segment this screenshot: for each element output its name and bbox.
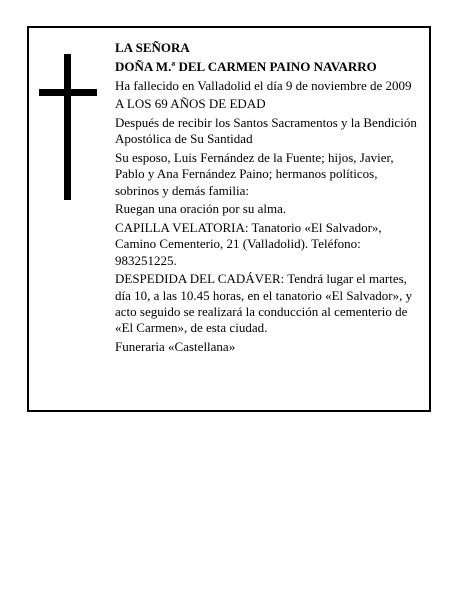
- family-line: Su esposo, Luis Fernández de la Fuente; hijos, Javier, Pablo y Ana Fernández Paino; hermanos políticos, sobrinos y demás familia:: [115, 150, 394, 198]
- cross-icon: [39, 54, 97, 200]
- notice-text: [115, 40, 421, 358]
- obituary-notice: [27, 26, 431, 412]
- prayer-line: Ruegan una oración por su alma.: [115, 201, 287, 217]
- funeral-home: Funeraria «Castellana»: [115, 338, 236, 354]
- sacraments-line: Después de recibir los Santos Sacramentos y la Bendición Apostólica de Su Santidad: [115, 115, 417, 147]
- chapel-info: CAPILLA VELATORIA: Tanatorio «El Salvador», Camino Cementerio, 21 (Valladolid). Teléfono: 983251225.: [115, 220, 382, 268]
- farewell-info: DESPEDIDA DEL CADÁVER: Tendrá lugar el martes, día 10, a las 10.45 horas, en el tanatorio «El Salvador», y acto seguido se realizará la conducción al cementerio de «El Carmen», de esta ciudad.: [115, 271, 413, 335]
- age-line: A LOS 69 AÑOS DE EDAD: [115, 96, 266, 112]
- notice-title: LA SEÑORA: [115, 40, 190, 55]
- deceased-name: DOÑA M.ª DEL CARMEN PAINO NAVARRO: [115, 58, 377, 74]
- death-announcement: Ha fallecido en Valladolid el día 9 de noviembre de 2009: [115, 77, 412, 93]
- cross-vertical-bar: [64, 54, 71, 200]
- cross-horizontal-bar: [39, 89, 97, 96]
